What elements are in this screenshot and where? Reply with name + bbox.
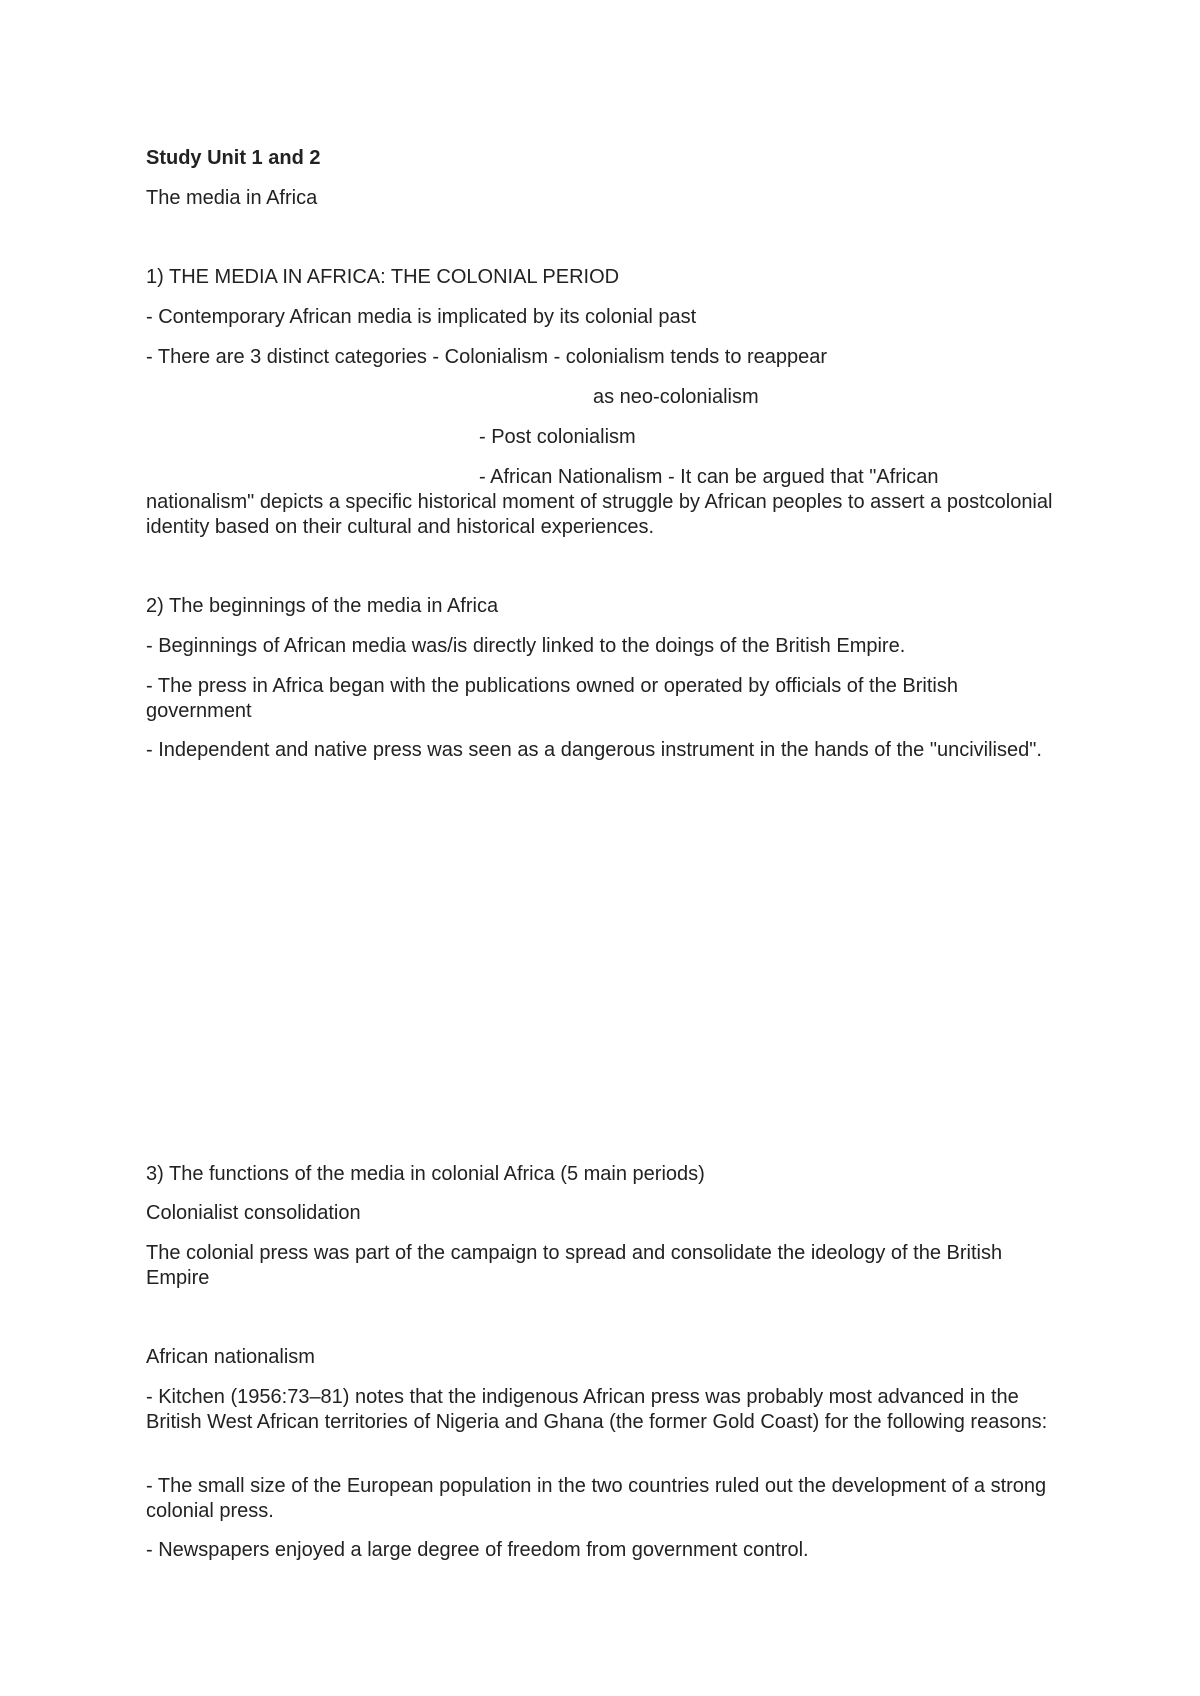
section-1-bullet-2-continuation: as neo-colonialism: [593, 386, 759, 408]
document-subtitle: The media in Africa: [146, 187, 318, 209]
section-3-heading: 3) The functions of the media in colonial Africa (5 main periods): [146, 1163, 705, 1185]
section-2-bullet-2: - The press in Africa began with the publications owned or operated by officials of the British government: [146, 675, 958, 722]
section-2-heading: 2) The beginnings of the media in Africa: [146, 595, 499, 617]
section-2-bullet-3: - Independent and native press was seen as a dangerous instrument in the hands of the "uncivilised".: [146, 739, 1042, 761]
section-3-sub-2-bullet-2: - The small size of the European population in the two countries ruled out the development of a strong colonial press.: [146, 1475, 1047, 1522]
section-3-sub-1-text: The colonial press was part of the campaign to spread and consolidate the ideology of the British Empire: [146, 1242, 1003, 1289]
section-1-bullet-1: - Contemporary African media is implicated by its colonial past: [146, 306, 697, 328]
section-1-category-african-nationalism: - African Nationalism - It can be argued that "African: [479, 466, 939, 488]
section-1-category-post-colonialism: - Post colonialism: [479, 426, 636, 448]
section-3-sub-2-bullet-3: - Newspapers enjoyed a large degree of freedom from government control.: [146, 1539, 809, 1561]
document-title: Study Unit 1 and 2: [146, 147, 321, 169]
section-1-category-african-nationalism-text: nationalism" depicts a specific historical moment of struggle by African peoples to assert a postcolonial identity based on their cultural and historical experiences.: [146, 491, 1053, 538]
section-3-sub-2-bullet-1: - Kitchen (1956:73–81) notes that the indigenous African press was probably most advanced in the British West African territories of Nigeria and Ghana (the former Gold Coast) for the following reasons:: [146, 1386, 1048, 1433]
section-3-sub-2-heading: African nationalism: [146, 1346, 315, 1368]
section-1-bullet-2: - There are 3 distinct categories - Colonialism - colonialism tends to reappear: [146, 346, 828, 368]
section-3-sub-1-heading: Colonialist consolidation: [146, 1202, 361, 1224]
section-1-heading: 1) THE MEDIA IN AFRICA: THE COLONIAL PERIOD: [146, 266, 620, 288]
section-2-bullet-1: - Beginnings of African media was/is directly linked to the doings of the British Empire.: [146, 635, 906, 657]
